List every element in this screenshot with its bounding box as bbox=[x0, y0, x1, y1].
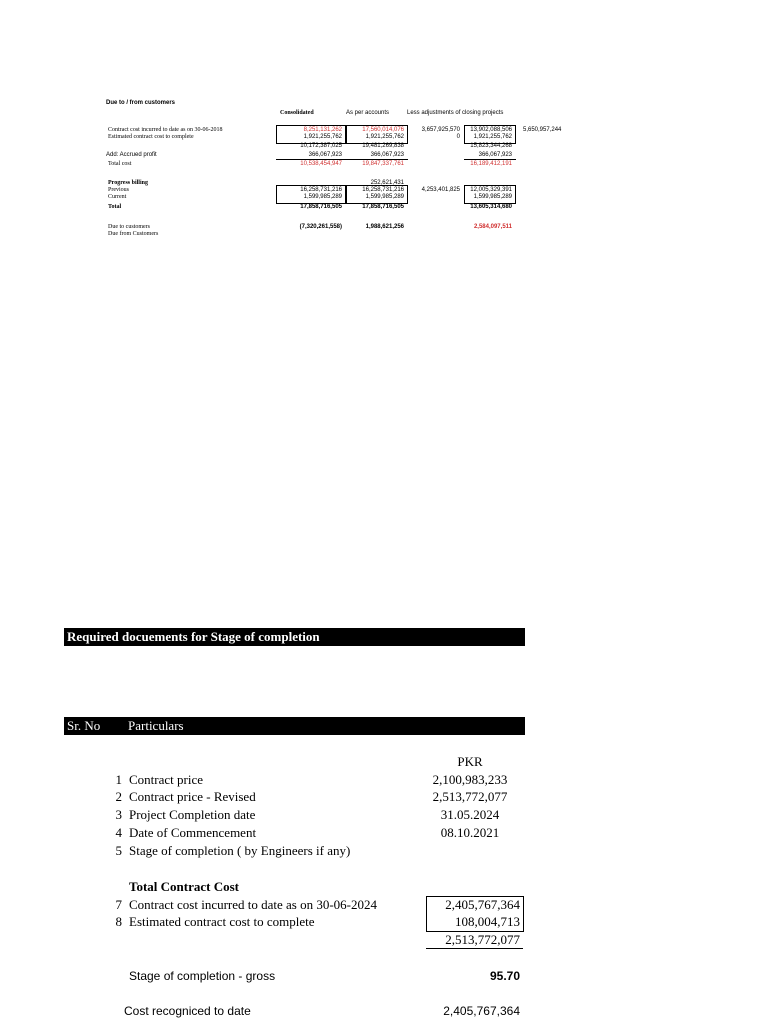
label-progress-billing: Progress billing bbox=[108, 180, 148, 186]
label-due-to-customers: Due to customers bbox=[108, 224, 150, 230]
item-2-label: Contract price - Revised bbox=[129, 789, 256, 804]
adjusted-subtotal: 15,823,344,268 bbox=[470, 143, 512, 149]
accounts-divider bbox=[346, 159, 408, 160]
accounts-total: 17,858,716,505 bbox=[362, 204, 404, 210]
header-consolidated: Consolidated bbox=[280, 110, 314, 116]
label-total: Total bbox=[108, 204, 122, 210]
header-sr-no: Sr. No bbox=[67, 718, 101, 733]
adjusted-contract-cost: 13,902,088,506 bbox=[470, 127, 512, 133]
adjusted-due-to: 2,584,097,511 bbox=[473, 224, 512, 230]
accounts-accrued: 366,067,923 bbox=[370, 152, 404, 158]
label-accrued-profit: Add: Accrued profit bbox=[106, 152, 157, 158]
accounts-total-cost: 19,847,337,761 bbox=[362, 161, 404, 167]
adjusted-accrued: 366,067,923 bbox=[478, 152, 512, 158]
cost-recognized-value: 2,405,767,364 bbox=[443, 1004, 520, 1018]
label-total-cost: Total cost bbox=[108, 161, 132, 167]
header-as-per-accounts: As per accounts bbox=[346, 110, 390, 116]
header-particulars: Particulars bbox=[128, 718, 184, 733]
label-previous: Previous bbox=[108, 187, 129, 193]
accounts-current: 1,599,985,289 bbox=[365, 194, 404, 200]
label-contract-cost: Contract cost incurred to date as on 30-06-2018 bbox=[108, 127, 223, 133]
item-3-label: Project Completion date bbox=[129, 807, 256, 822]
cost-item-8-no: 8 bbox=[115, 914, 122, 929]
accounts-contract-cost: 17,560,014,076 bbox=[362, 127, 404, 133]
accounts-previous: 16,258,731,216 bbox=[362, 187, 404, 193]
total-contract-cost-heading: Total Contract Cost bbox=[129, 879, 240, 894]
item-1-value: 2,100,983,233 bbox=[432, 772, 508, 787]
table-header-bar bbox=[64, 717, 525, 735]
section-title: Required docuements for Stage of completion bbox=[67, 629, 320, 644]
item-2-no: 2 bbox=[115, 789, 122, 804]
label-current: Current bbox=[108, 194, 127, 200]
item-3-value: 31.05.2024 bbox=[440, 807, 500, 822]
label-estimated-cost: Estimated contract cost to complete bbox=[108, 134, 194, 140]
consolidated-total: 17,858,716,505 bbox=[300, 204, 342, 210]
consolidated-due-to: (7,320,261,558) bbox=[299, 224, 342, 230]
adjusted-total: 13,605,314,680 bbox=[470, 204, 512, 210]
adjusted-current: 1,599,985,289 bbox=[473, 194, 512, 200]
consolidated-total-cost: 10,538,454,947 bbox=[300, 161, 342, 167]
cost-item-7-label: Contract cost incurred to date as on 30-06-2024 bbox=[129, 897, 378, 912]
cost-item-7-no: 7 bbox=[115, 897, 122, 912]
label-due-from-customers: Due from Customers bbox=[108, 231, 159, 237]
item-5-no: 5 bbox=[115, 843, 122, 858]
adjusted-estimated: 1,921,255,762 bbox=[473, 134, 512, 140]
adjusted-previous: 12,005,329,391 bbox=[470, 187, 512, 193]
currency-label: PKR bbox=[457, 754, 483, 769]
item-4-value: 08.10.2021 bbox=[440, 825, 500, 840]
cost-total-value: 2,513,772,077 bbox=[445, 932, 520, 947]
far-right-value: 5,650,957,244 bbox=[523, 127, 562, 133]
adjust-estimated: 0 bbox=[456, 134, 460, 140]
consolidated-subtotal: 10,172,387,025 bbox=[300, 143, 342, 149]
adjusted-total-cost: 16,189,412,191 bbox=[470, 161, 512, 167]
adjust-previous: 4,253,401,825 bbox=[421, 187, 460, 193]
section-title-banner bbox=[64, 628, 525, 646]
consolidated-contract-cost: 8,251,131,262 bbox=[303, 127, 342, 133]
item-4-no: 4 bbox=[115, 825, 122, 840]
cost-item-8-value: 108,004,713 bbox=[455, 914, 520, 929]
item-4-label: Date of Commencement bbox=[129, 825, 257, 840]
cost-item-7-value: 2,405,767,364 bbox=[445, 897, 520, 912]
consolidated-estimated: 1,921,255,762 bbox=[303, 134, 342, 140]
accounts-progress-extra: 252,621,431 bbox=[370, 180, 404, 186]
item-1-label: Contract price bbox=[129, 772, 203, 787]
adjusted-divider bbox=[464, 159, 516, 160]
top-section-title: Due to / from customers bbox=[106, 100, 176, 106]
item-2-value: 2,513,772,077 bbox=[432, 789, 508, 804]
consolidated-divider bbox=[276, 159, 346, 160]
header-less-adjustments: Less adjustments of closing projects bbox=[407, 110, 504, 116]
cost-item-8-label: Estimated contract cost to complete bbox=[129, 914, 315, 929]
cost-total-underline bbox=[426, 948, 523, 949]
accounts-subtotal: 19,481,269,838 bbox=[362, 143, 404, 149]
consolidated-current: 1,599,985,289 bbox=[303, 194, 342, 200]
consolidated-accrued: 366,067,923 bbox=[308, 152, 342, 158]
cost-recognized-label: Cost recogniced to date bbox=[124, 1004, 251, 1018]
stage-gross-label: Stage of completion - gross bbox=[129, 969, 276, 983]
consolidated-previous: 16,258,731,216 bbox=[300, 187, 342, 193]
item-1-no: 1 bbox=[115, 772, 122, 787]
accounts-estimated: 1,921,255,762 bbox=[365, 134, 404, 140]
adjust-contract-cost: 3,657,925,570 bbox=[421, 127, 460, 133]
stage-gross-value: 95.70 bbox=[489, 969, 520, 983]
accounts-due-to: 1,988,621,256 bbox=[365, 224, 404, 230]
item-3-no: 3 bbox=[115, 807, 122, 822]
item-5-label: Stage of completion ( by Engineers if any) bbox=[129, 843, 351, 858]
